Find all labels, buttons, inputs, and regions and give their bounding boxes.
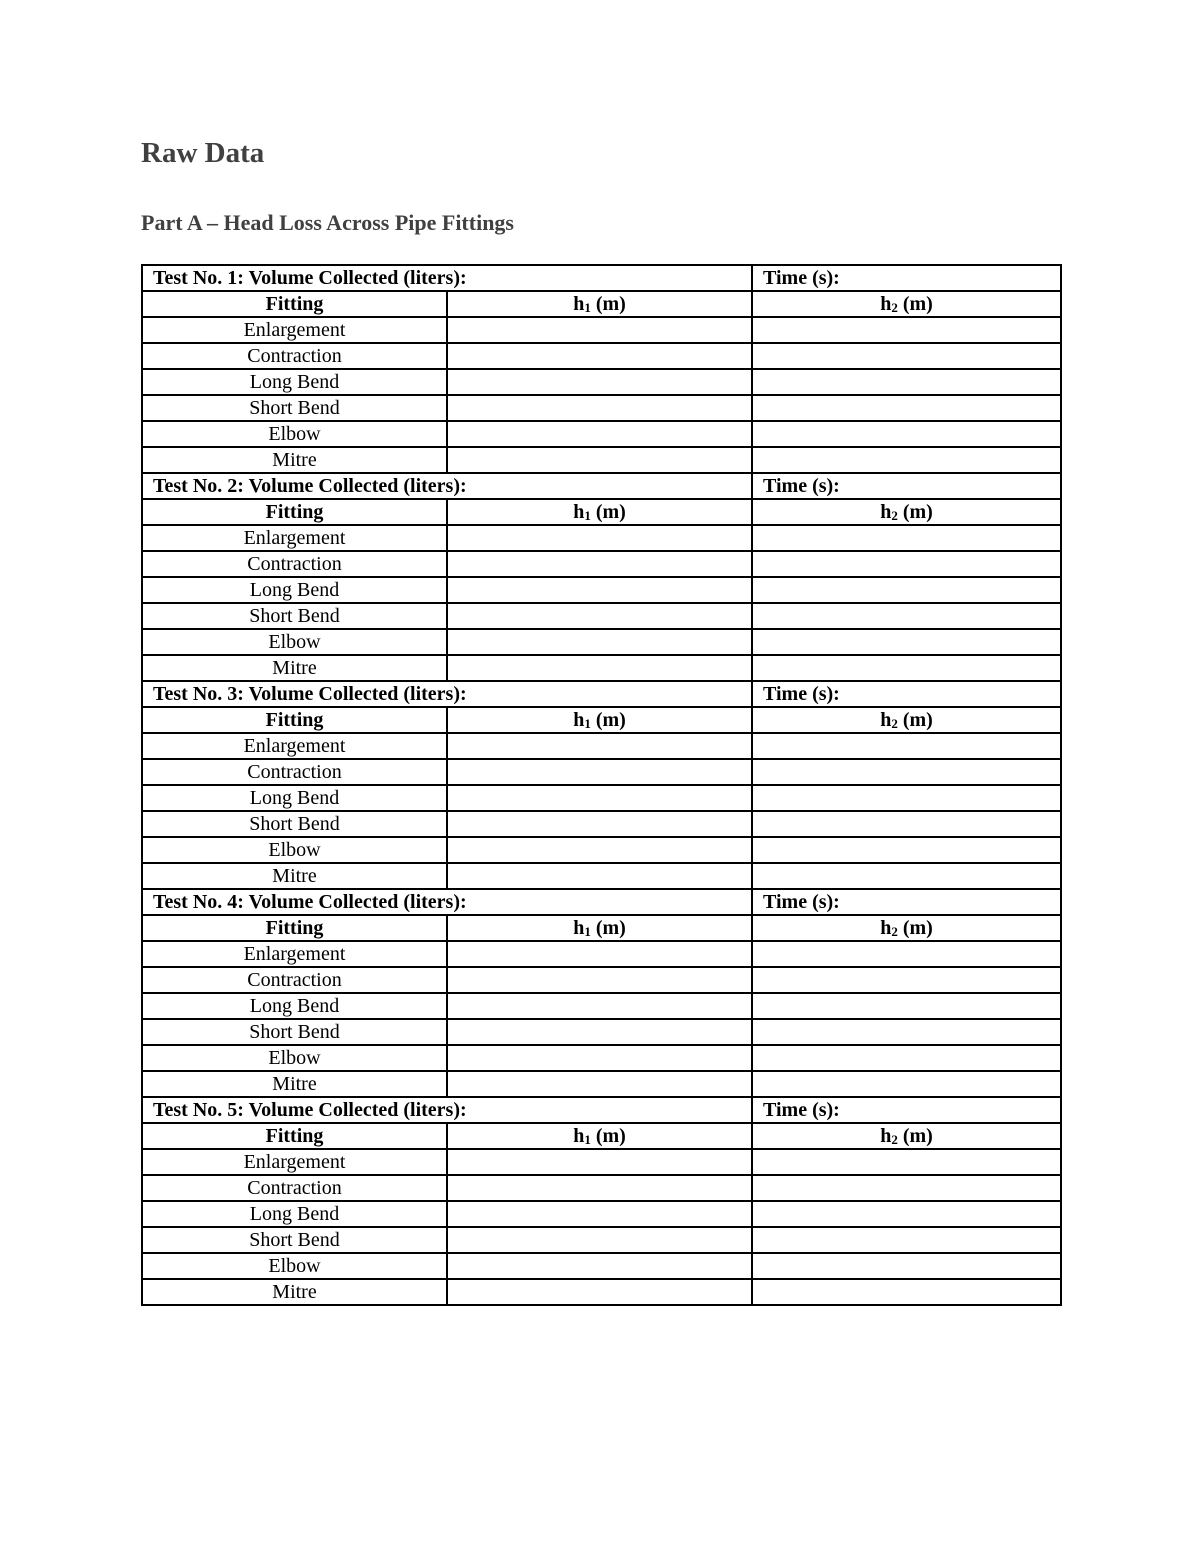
fitting-name: Elbow	[142, 629, 447, 655]
h2-column-header	[752, 707, 1061, 733]
fitting-name: Elbow	[142, 1045, 447, 1071]
fitting-row	[142, 551, 1061, 577]
fitting-name: Contraction	[142, 967, 447, 993]
h1-value-cell[interactable]	[447, 1149, 752, 1175]
h2-column-header-symbol: h	[880, 709, 892, 731]
fitting-row	[142, 577, 1061, 603]
h1-column-header-symbol: h	[573, 709, 585, 731]
fitting-name: Contraction	[142, 551, 447, 577]
h2-value-cell[interactable]	[752, 629, 1061, 655]
fitting-name: Mitre	[142, 447, 447, 473]
h1-column-header	[447, 499, 752, 525]
h1-value-cell[interactable]	[447, 993, 752, 1019]
h2-value-cell[interactable]	[752, 785, 1061, 811]
h2-value-cell[interactable]	[752, 1201, 1061, 1227]
test-volume-label: Test No. 3: Volume Collected (liters):	[142, 681, 752, 707]
h2-value-cell[interactable]	[752, 655, 1061, 681]
fitting-column-header: Fitting	[142, 499, 447, 525]
h2-value-cell[interactable]	[752, 863, 1061, 889]
fitting-name: Short Bend	[142, 603, 447, 629]
fitting-row	[142, 1279, 1061, 1305]
fitting-row	[142, 941, 1061, 967]
h1-value-cell[interactable]	[447, 759, 752, 785]
fitting-column-header: Fitting	[142, 707, 447, 733]
test-volume-label: Test No. 2: Volume Collected (liters):	[142, 473, 752, 499]
fitting-name: Elbow	[142, 421, 447, 447]
h2-value-cell[interactable]	[752, 941, 1061, 967]
h1-value-cell[interactable]	[447, 395, 752, 421]
fitting-row	[142, 967, 1061, 993]
column-header-row	[142, 1123, 1061, 1149]
h1-value-cell[interactable]	[447, 447, 752, 473]
fitting-row	[142, 863, 1061, 889]
h1-column-header-subscript: 1	[584, 300, 591, 315]
h1-column-header-unit: (m)	[590, 501, 626, 523]
h1-value-cell[interactable]	[447, 525, 752, 551]
test-time-label: Time (s):	[752, 1097, 1061, 1123]
h1-value-cell[interactable]	[447, 1175, 752, 1201]
fitting-row	[142, 447, 1061, 473]
h1-column-header-symbol: h	[573, 293, 585, 315]
fitting-name: Short Bend	[142, 811, 447, 837]
h1-column-header-symbol: h	[573, 501, 585, 523]
h1-column-header-subscript: 1	[584, 716, 591, 731]
h1-value-cell[interactable]	[447, 655, 752, 681]
h1-value-cell[interactable]	[447, 577, 752, 603]
h2-column-header	[752, 915, 1061, 941]
h1-value-cell[interactable]	[447, 1045, 752, 1071]
h1-column-header	[447, 1123, 752, 1149]
fitting-name: Enlargement	[142, 941, 447, 967]
h1-column-header	[447, 707, 752, 733]
h2-column-header-unit: (m)	[897, 709, 933, 731]
h2-value-cell[interactable]	[752, 1019, 1061, 1045]
test-volume-label: Test No. 5: Volume Collected (liters):	[142, 1097, 752, 1123]
fitting-row	[142, 317, 1061, 343]
h1-column-header-unit: (m)	[590, 917, 626, 939]
h2-value-cell[interactable]	[752, 603, 1061, 629]
h2-column-header-unit: (m)	[897, 917, 933, 939]
column-header-row	[142, 915, 1061, 941]
fitting-column-header: Fitting	[142, 915, 447, 941]
fitting-name: Enlargement	[142, 317, 447, 343]
h1-value-cell[interactable]	[447, 811, 752, 837]
fitting-row	[142, 1253, 1061, 1279]
h2-column-header	[752, 499, 1061, 525]
section-title: Part A – Head Loss Across Pipe Fittings	[141, 210, 514, 235]
h1-value-cell[interactable]	[447, 733, 752, 759]
h2-value-cell[interactable]	[752, 551, 1061, 577]
fitting-name: Elbow	[142, 1253, 447, 1279]
h1-value-cell[interactable]	[447, 369, 752, 395]
fitting-row	[142, 603, 1061, 629]
fitting-name: Long Bend	[142, 1201, 447, 1227]
h1-value-cell[interactable]	[447, 1201, 752, 1227]
column-header-row	[142, 707, 1061, 733]
fitting-row	[142, 1149, 1061, 1175]
page-title: Raw Data	[141, 137, 265, 169]
h1-value-cell[interactable]	[447, 551, 752, 577]
test-header-row	[142, 1097, 1061, 1123]
h1-column-header-symbol: h	[573, 917, 585, 939]
h1-value-cell[interactable]	[447, 1071, 752, 1097]
h1-column-header-unit: (m)	[590, 709, 626, 731]
h2-value-cell[interactable]	[752, 421, 1061, 447]
fitting-name: Short Bend	[142, 395, 447, 421]
h2-column-header-unit: (m)	[897, 1125, 933, 1147]
fitting-column-header: Fitting	[142, 291, 447, 317]
raw-data-table	[141, 264, 1062, 1306]
h1-column-header-subscript: 1	[584, 924, 591, 939]
test-time-label: Time (s):	[752, 889, 1061, 915]
fitting-row	[142, 395, 1061, 421]
fitting-row	[142, 1201, 1061, 1227]
fitting-row	[142, 837, 1061, 863]
fitting-name: Contraction	[142, 1175, 447, 1201]
fitting-name: Long Bend	[142, 785, 447, 811]
fitting-name: Enlargement	[142, 733, 447, 759]
fitting-name: Short Bend	[142, 1227, 447, 1253]
h2-column-header-subscript: 2	[891, 1132, 898, 1147]
h1-value-cell[interactable]	[447, 967, 752, 993]
fitting-row	[142, 993, 1061, 1019]
h2-value-cell[interactable]	[752, 317, 1061, 343]
h1-value-cell[interactable]	[447, 785, 752, 811]
h1-value-cell[interactable]	[447, 421, 752, 447]
h1-value-cell[interactable]	[447, 343, 752, 369]
h2-value-cell[interactable]	[752, 1175, 1061, 1201]
fitting-row	[142, 525, 1061, 551]
h1-column-header-unit: (m)	[590, 293, 626, 315]
h2-value-cell[interactable]	[752, 759, 1061, 785]
fitting-row	[142, 343, 1061, 369]
h2-value-cell[interactable]	[752, 1071, 1061, 1097]
test-time-label: Time (s):	[752, 265, 1061, 291]
fitting-name: Mitre	[142, 655, 447, 681]
h2-value-cell[interactable]	[752, 967, 1061, 993]
h2-value-cell[interactable]	[752, 837, 1061, 863]
fitting-row	[142, 1227, 1061, 1253]
h2-column-header-unit: (m)	[897, 293, 933, 315]
fitting-row	[142, 655, 1061, 681]
h1-value-cell[interactable]	[447, 1253, 752, 1279]
fitting-name: Short Bend	[142, 1019, 447, 1045]
h1-column-header-subscript: 1	[584, 508, 591, 523]
h1-value-cell[interactable]	[447, 317, 752, 343]
test-header-row	[142, 681, 1061, 707]
h2-column-header-subscript: 2	[891, 924, 898, 939]
h2-column-header-symbol: h	[880, 293, 892, 315]
h1-column-header-unit: (m)	[590, 1125, 626, 1147]
h2-column-header-symbol: h	[880, 501, 892, 523]
fitting-name: Elbow	[142, 837, 447, 863]
h2-value-cell[interactable]	[752, 1149, 1061, 1175]
fitting-row	[142, 733, 1061, 759]
fitting-name: Mitre	[142, 1071, 447, 1097]
h2-value-cell[interactable]	[752, 395, 1061, 421]
fitting-row	[142, 759, 1061, 785]
test-volume-label: Test No. 1: Volume Collected (liters):	[142, 265, 752, 291]
h2-column-header-subscript: 2	[891, 716, 898, 731]
fitting-column-header: Fitting	[142, 1123, 447, 1149]
fitting-name: Contraction	[142, 759, 447, 785]
column-header-row	[142, 291, 1061, 317]
h1-value-cell[interactable]	[447, 1227, 752, 1253]
fitting-name: Enlargement	[142, 1149, 447, 1175]
fitting-row	[142, 369, 1061, 395]
h2-value-cell[interactable]	[752, 369, 1061, 395]
h1-value-cell[interactable]	[447, 603, 752, 629]
h1-column-header	[447, 915, 752, 941]
test-header-row	[142, 473, 1061, 499]
fitting-name: Contraction	[142, 343, 447, 369]
h2-column-header-symbol: h	[880, 1125, 892, 1147]
test-header-row	[142, 265, 1061, 291]
h1-value-cell[interactable]	[447, 629, 752, 655]
fitting-row	[142, 785, 1061, 811]
fitting-name: Mitre	[142, 1279, 447, 1305]
fitting-name: Long Bend	[142, 993, 447, 1019]
h2-column-header	[752, 291, 1061, 317]
fitting-row	[142, 1175, 1061, 1201]
h2-value-cell[interactable]	[752, 343, 1061, 369]
column-header-row	[142, 499, 1061, 525]
h1-value-cell[interactable]	[447, 1019, 752, 1045]
h2-value-cell[interactable]	[752, 525, 1061, 551]
h1-value-cell[interactable]	[447, 941, 752, 967]
h2-column-header-unit: (m)	[897, 501, 933, 523]
fitting-row	[142, 1045, 1061, 1071]
test-time-label: Time (s):	[752, 681, 1061, 707]
h1-value-cell[interactable]	[447, 863, 752, 889]
h2-value-cell[interactable]	[752, 447, 1061, 473]
h2-value-cell[interactable]	[752, 733, 1061, 759]
test-volume-label: Test No. 4: Volume Collected (liters):	[142, 889, 752, 915]
test-header-row	[142, 889, 1061, 915]
test-time-label: Time (s):	[752, 473, 1061, 499]
h1-value-cell[interactable]	[447, 837, 752, 863]
h2-value-cell[interactable]	[752, 577, 1061, 603]
fitting-name: Long Bend	[142, 577, 447, 603]
fitting-row	[142, 1071, 1061, 1097]
fitting-row	[142, 629, 1061, 655]
h2-column-header-subscript: 2	[891, 300, 898, 315]
fitting-name: Mitre	[142, 863, 447, 889]
fitting-name: Enlargement	[142, 525, 447, 551]
h1-column-header-symbol: h	[573, 1125, 585, 1147]
h2-value-cell[interactable]	[752, 1227, 1061, 1253]
fitting-name: Long Bend	[142, 369, 447, 395]
h2-value-cell[interactable]	[752, 993, 1061, 1019]
h2-value-cell[interactable]	[752, 1253, 1061, 1279]
h1-column-header	[447, 291, 752, 317]
fitting-row	[142, 421, 1061, 447]
h2-value-cell[interactable]	[752, 1279, 1061, 1305]
fitting-row	[142, 1019, 1061, 1045]
h1-column-header-subscript: 1	[584, 1132, 591, 1147]
h2-column-header-subscript: 2	[891, 508, 898, 523]
fitting-row	[142, 811, 1061, 837]
h2-column-header-symbol: h	[880, 917, 892, 939]
h2-column-header	[752, 1123, 1061, 1149]
h2-value-cell[interactable]	[752, 811, 1061, 837]
h2-value-cell[interactable]	[752, 1045, 1061, 1071]
h1-value-cell[interactable]	[447, 1279, 752, 1305]
